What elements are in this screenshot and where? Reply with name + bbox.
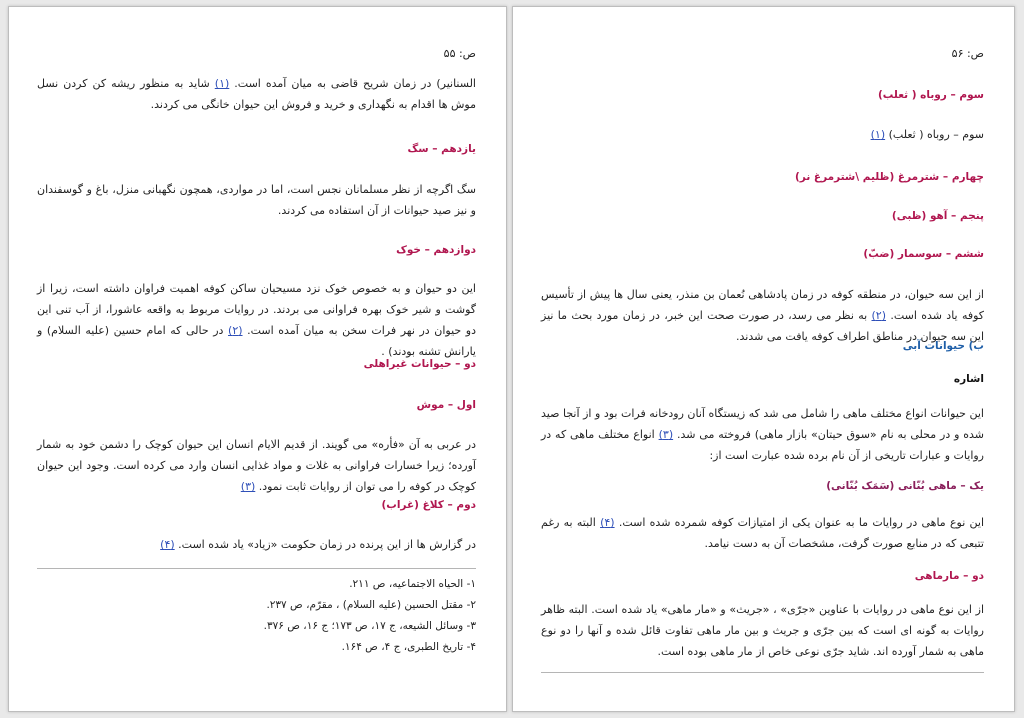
section-heading: دو – مارماهی	[914, 570, 984, 582]
footnote-item: ۳- وسائل الشیعه، ج ۱۷، ص ۱۷۳؛ ج ۱۶، ص ۳۷۶.	[263, 620, 476, 632]
section-heading: چهارم – شترمرغ (ظلیم \شترمرغ نر)	[794, 171, 984, 183]
paragraph: در گزارش ها از این پرنده در زمان حکومت «زیاد» یاد شده است. (۴)	[160, 538, 476, 551]
section-heading: اول – موش	[416, 399, 476, 411]
paragraph: این حیوانات انواع مختلف ماهی را شامل می شد که زیستگاه آنان رودخانه فرات بود و از آنجا صید شده و در محلی به نام «سوق حیتان» بازار ماهی) فروخته می شد. (۳) انواع مختلف ماهی که در روایات و عبارات تاریخی از آن نام برده شده عبارت است از:	[541, 407, 985, 462]
footnote-item: ۴- تاریخ الطبری، ج ۴، ص ۱۶۴.	[341, 641, 476, 653]
paragraph: از این سه حیوان، در منطقه کوفه در زمان پادشاهی نُعمان بن منذر، یعنی سال ها پیش از تأسیس کوفه یاد شده است. (۲) به نظر می رسد، در صورت صحت این خبر، در زمان مورد بحث ما نیز این سه حیوان در مناطق اطراف کوفه یافت می شدند.	[541, 288, 985, 343]
section-heading: دو – حیوانات غیراهلی	[363, 358, 476, 370]
footnote-link-4[interactable]: (۴)	[160, 538, 175, 551]
footnote-item: ۲- مقتل الحسین (علیه السلام) ، مقرّم، ص ۲۳۷.	[266, 599, 476, 611]
footnote-link-3[interactable]: (۳)	[658, 428, 674, 441]
page-number: ص: ۵۵	[443, 47, 476, 60]
section-heading: یازدهم – سگ	[407, 143, 476, 155]
footnote-item: ۱- الحیاه الاجتماعیه، ص ۲۱۱.	[349, 578, 476, 590]
footnote-divider	[37, 568, 476, 569]
section-heading: دوم – کلاغ (غراب)	[381, 499, 476, 511]
paragraph: سگ اگرچه از نظر مسلمانان نجس است، اما در مواردی، همچون نگهبانی منزل، باغ و گوسفندان و نیز صید حیوانات از آن استفاده می کردند.	[37, 183, 476, 217]
footnote-link-1[interactable]: (۱)	[214, 77, 230, 90]
footnotes	[37, 574, 476, 658]
paragraph: در عربی به آن «فأره» می گویند. از قدیم الایام انسان این حیوان کوچک را دشمن خود به شمار آورده؛ زیرا خسارات فراوانی به غلات و مواد غذایی انسان وارد می کرده است. وجود این حیوان کوچک در کوفه را می توان از روایات ثابت نمود. (۳)	[37, 438, 476, 493]
paragraph: این نوع ماهی در روایات ما به عنوان یکی از امتیازات کوفه شمرده شده است. (۴) البته به رغم تتبعی که در منابع صورت گرفت، مشخصات آن به دست نیامد.	[541, 516, 985, 550]
footnote-link-3[interactable]: (۳)	[240, 480, 256, 493]
section-heading: سوم – روباه ( ثعلب)	[878, 89, 984, 101]
section-heading: یک – ماهی بُنّانی (سَمَک بُنّانی)	[826, 480, 984, 492]
page-number: ص: ۵۶	[951, 47, 984, 60]
document-page-56	[512, 6, 1015, 712]
paragraph: السنانیر) در زمان شریح قاضی به میان آمده است. (۱) شاید به منظور ریشه کن کردن نسل موش ها اقدام به نگهداری و خرید و فروش این حیوان خانگی می کردند.	[37, 77, 476, 111]
paragraph: سوم – روباه ( ثعلب) (۱)	[870, 128, 984, 141]
footnote-link-2[interactable]: (۲)	[228, 324, 243, 337]
footnote-link-1[interactable]: (۱)	[870, 128, 886, 141]
section-heading: ششم – سوسمار (ضبّ)	[863, 248, 984, 260]
section-heading: ب) حیوانات آبی	[902, 340, 984, 352]
section-heading: دوازدهم – خوک	[396, 244, 476, 256]
document-page-55	[8, 6, 507, 712]
paragraph: این دو حیوان و به خصوص خوک نزد مسیحیان ساکن کوفه اهمیت فراوان داشته است، زیرا از گوشت و شیر خوک بهره فراوانی می بردند. در روایات مربوط به واقعه عاشورا، از آب تنی این دو حیوان در نهر فرات سخن به میان آمده است. (۲) در حالی که امام حسین (علیه السلام) و یارانش تشنه بودند) .	[37, 282, 477, 358]
paragraph: از این نوع ماهی در روایات با عناوین «جرّی» ، «جریث» و «مار ماهی» یاد شده است. البته ظاهر روایات به گونه ای است که بین جرّی و جریث و بین مار ماهی تفاوت قائل شده و آنها را دو نوع ماهی به شمار آورده اند. شاید جرّی نوعی خاص از مار ماهی بوده است.	[541, 603, 984, 658]
section-heading: پنجم – آهو (ظبی)	[891, 210, 984, 222]
footnote-link-2[interactable]: (۲)	[871, 309, 887, 322]
footnote-link-4[interactable]: (۴)	[600, 516, 615, 529]
footnote-divider	[541, 672, 984, 673]
section-heading: اشاره	[953, 373, 984, 385]
